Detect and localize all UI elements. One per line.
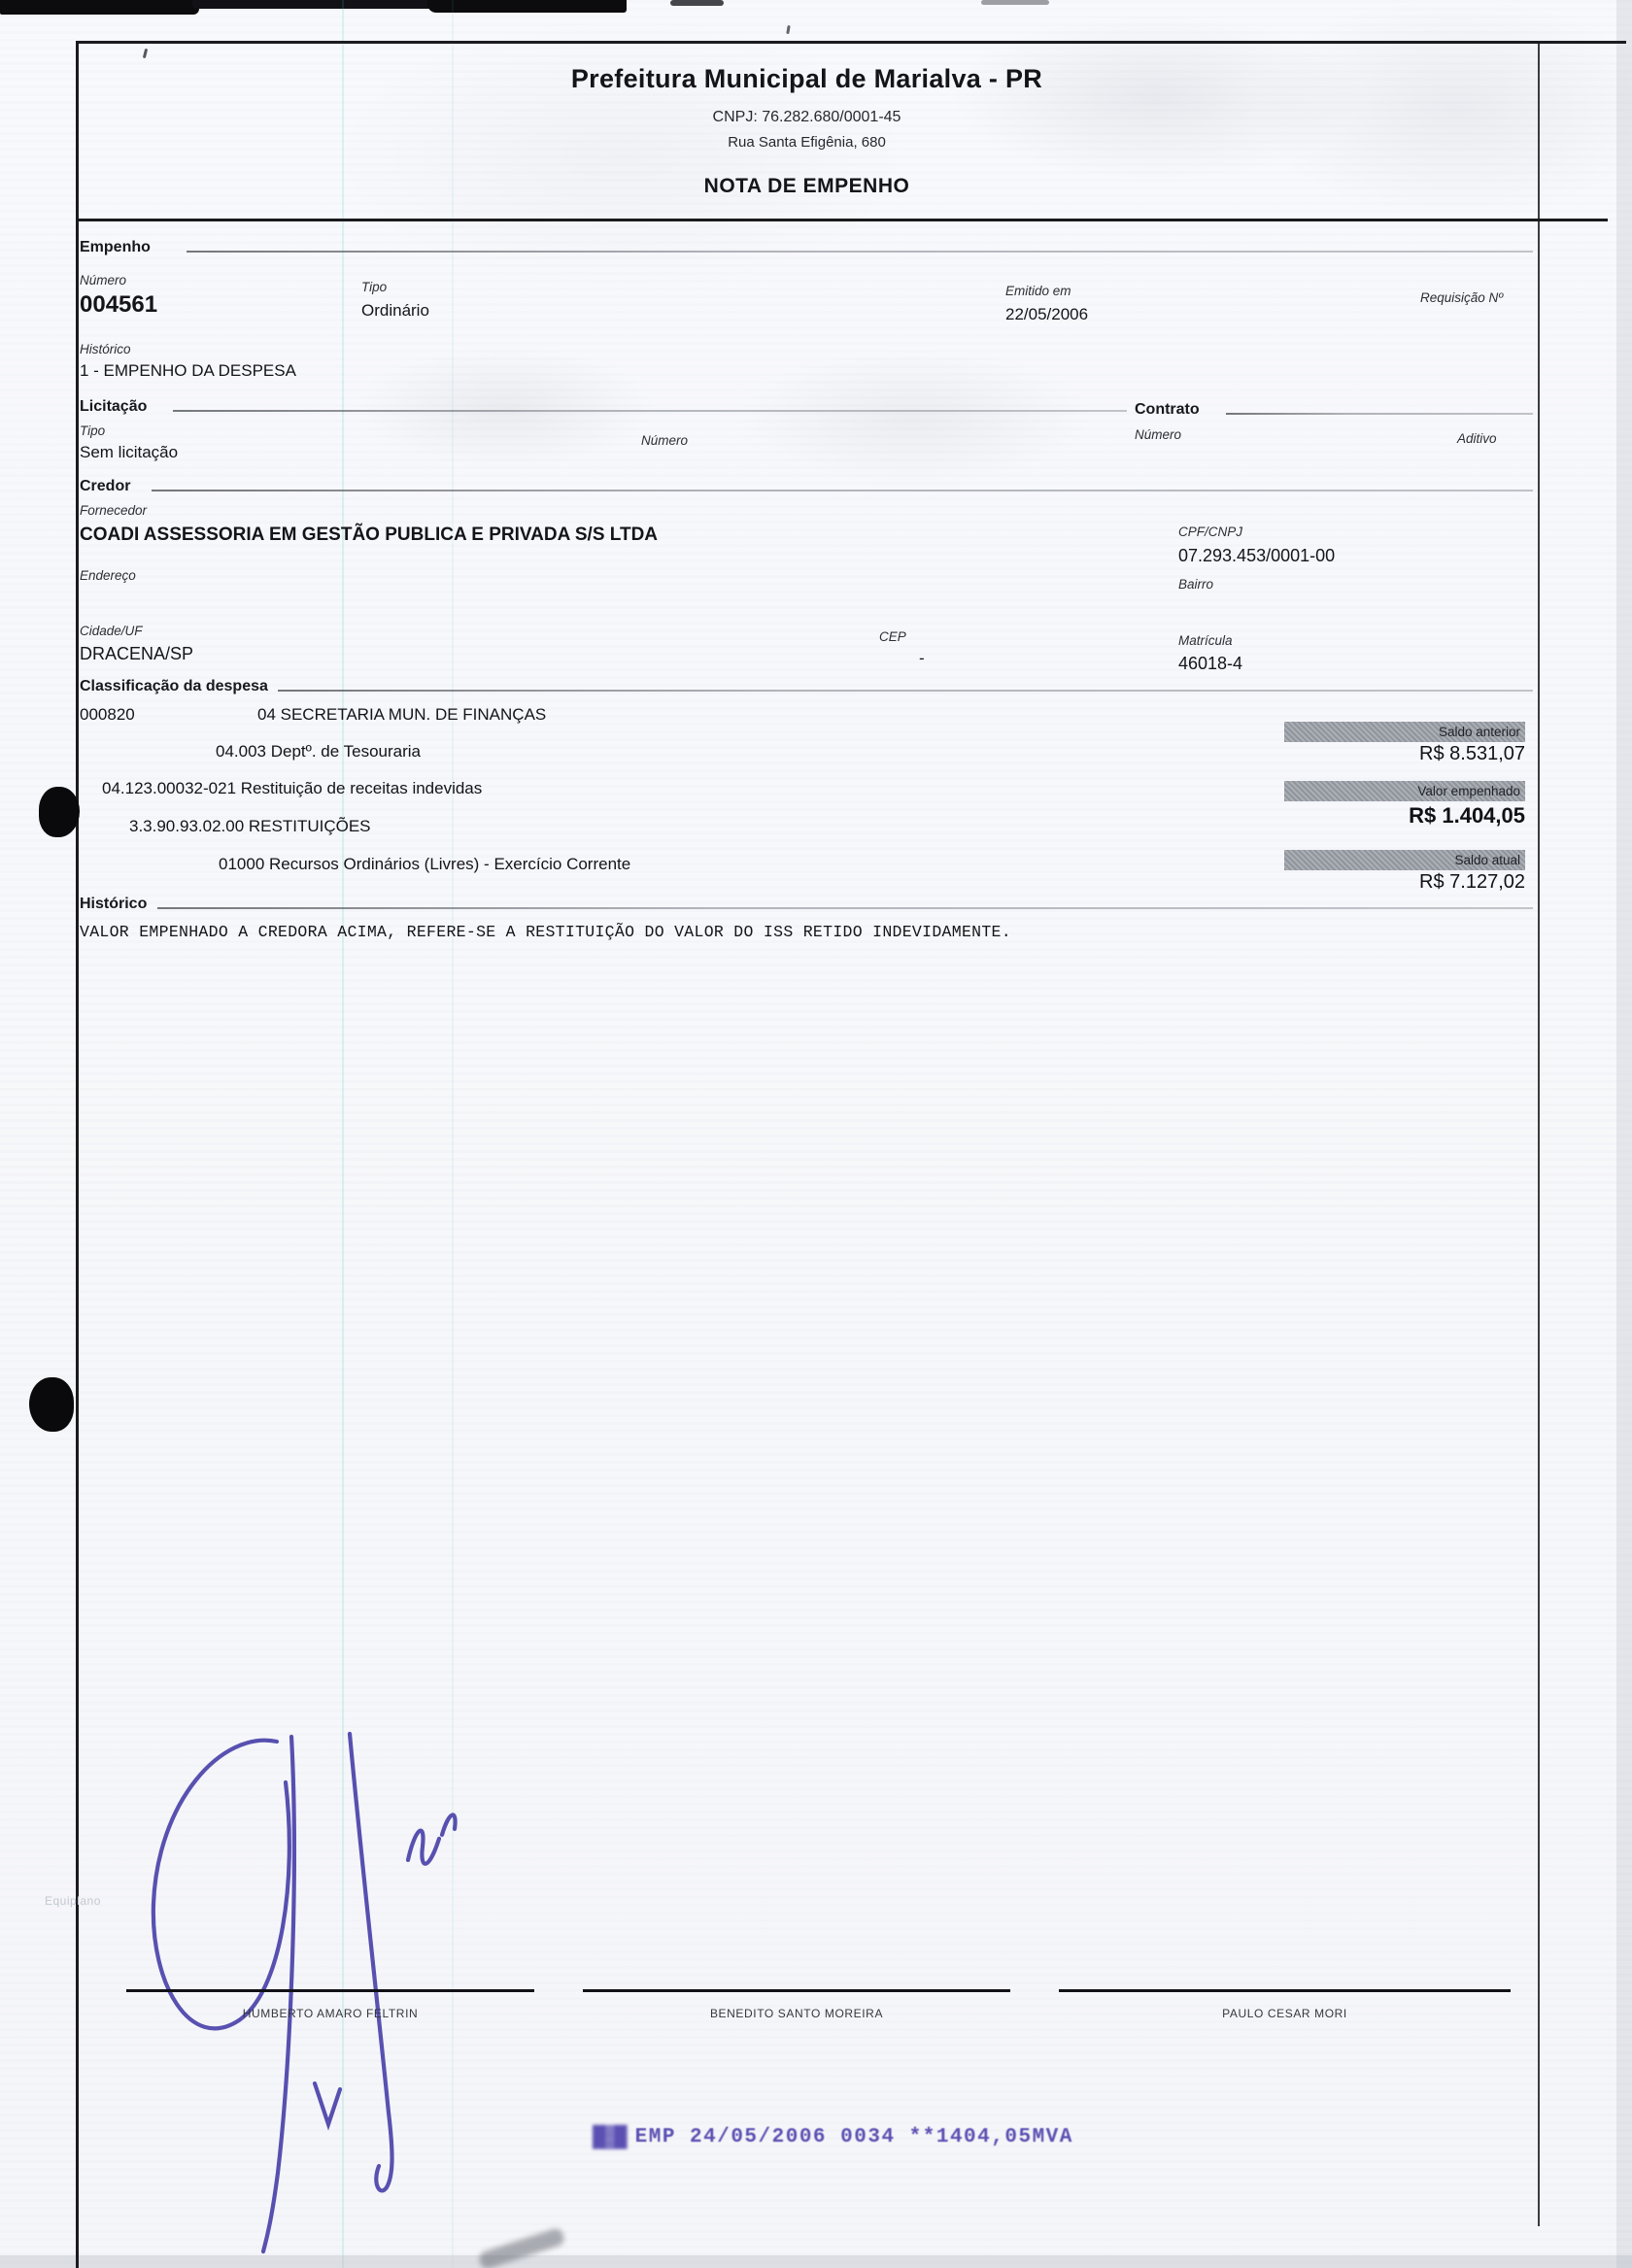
- field-label-tipo: Tipo: [361, 280, 388, 294]
- field-label-requisicao: Requisição Nº: [1420, 290, 1504, 305]
- stamp-smudge-icon: █▓█: [593, 2125, 626, 2150]
- paper-edge: [1616, 0, 1632, 2268]
- field-value-fornecedor: COADI ASSESSORIA EM GESTÃO PUBLICA E PRIVADA S/S LTDA: [80, 525, 659, 545]
- field-label-endereco: Endereço: [80, 568, 136, 583]
- field-value-matricula: 46018-4: [1178, 654, 1243, 673]
- field-value-cep: -: [919, 649, 925, 667]
- hole-punch: [39, 787, 80, 837]
- valor-empenhado-value: R$ 1.404,05: [1409, 803, 1525, 828]
- signature-name: HUMBERTO AMARO FELTRIN: [242, 2007, 419, 2020]
- section-rule: [152, 490, 1533, 491]
- classificacao-row: 04.003 Deptº. de Tesouraria: [216, 742, 421, 761]
- classificacao-row: 04 SECRETARIA MUN. DE FINANÇAS: [257, 705, 547, 724]
- org-cnpj: CNPJ: 76.282.680/0001-45: [712, 109, 901, 125]
- saldo-atual-label: Saldo atual: [1284, 850, 1525, 870]
- field-value-emitido-em: 22/05/2006: [1005, 305, 1089, 323]
- section-rule: [1226, 413, 1533, 415]
- section-label-credor: Credor: [80, 478, 131, 494]
- hole-punch: [29, 1377, 74, 1432]
- field-label-contrato-numero: Número: [1135, 427, 1182, 442]
- scan-artifact-top-strip: [0, 0, 199, 15]
- field-value-cidade-uf: DRACENA/SP: [80, 644, 194, 663]
- signature-line: [583, 1989, 1010, 1992]
- form-border-left: [76, 41, 79, 2268]
- section-rule: [187, 251, 1533, 253]
- classificacao-row-code: 000820: [80, 705, 135, 724]
- field-label-fornecedor: Fornecedor: [80, 503, 148, 518]
- org-address: Rua Santa Efigênia, 680: [728, 134, 886, 151]
- historico-text: VALOR EMPENHADO A CREDORA ACIMA, REFERE-SE A RESTITUIÇÃO DO VALOR DO ISS RETIDO INDEVIDAMENTE.: [80, 923, 1011, 941]
- field-value-licitacao-tipo: Sem licitação: [80, 443, 179, 461]
- scan-artifact-top-strip: [981, 0, 1049, 5]
- validation-stamp: [593, 2125, 1073, 2150]
- signature-name: PAULO CESAR MORI: [1222, 2007, 1347, 2020]
- signature-line: [126, 1989, 534, 1992]
- saldo-anterior-label: Saldo anterior: [1284, 722, 1525, 742]
- field-label-historico: Histórico: [80, 342, 131, 356]
- field-value-numero: 004561: [80, 291, 158, 318]
- section-label-empenho: Empenho: [80, 239, 151, 255]
- classificacao-row: 3.3.90.93.02.00 RESTITUIÇÕES: [129, 817, 371, 835]
- form-border-right: [1538, 41, 1540, 2226]
- field-label-aditivo: Aditivo: [1457, 431, 1497, 446]
- section-label-contrato: Contrato: [1135, 401, 1200, 418]
- field-value-historico: 1 - EMPENHO DA DESPESA: [80, 361, 296, 380]
- header-divider: [76, 219, 1608, 221]
- classificacao-row: 04.123.00032-021 Restituição de receitas indevidas: [102, 779, 483, 797]
- classificacao-row: 01000 Recursos Ordinários (Livres) - Exercício Corrente: [219, 855, 631, 873]
- scan-artifact-top-strip: [670, 0, 724, 6]
- saldo-anterior-value: R$ 8.531,07: [1419, 743, 1525, 764]
- field-label-emitido-em: Emitido em: [1005, 284, 1071, 298]
- section-label-licitacao: Licitação: [80, 398, 148, 415]
- section-rule: [278, 690, 1533, 692]
- scan-artifact-top-strip: [427, 0, 627, 13]
- section-rule: [157, 907, 1533, 909]
- scan-artifact-top-strip: [192, 0, 435, 9]
- form-border-top: [76, 41, 1626, 44]
- field-label-licitacao-numero: Número: [641, 433, 689, 448]
- field-label-bairro: Bairro: [1178, 577, 1214, 592]
- field-value-tipo: Ordinário: [361, 301, 429, 320]
- field-label-cidade-uf: Cidade/UF: [80, 624, 143, 638]
- section-rule: [173, 410, 1127, 412]
- saldo-atual-value: R$ 7.127,02: [1419, 871, 1525, 893]
- field-value-cpf-cnpj: 07.293.453/0001-00: [1178, 546, 1336, 565]
- section-label-classificacao: Classificação da despesa: [80, 678, 268, 694]
- field-label-cpf-cnpj: CPF/CNPJ: [1178, 525, 1243, 539]
- valor-empenhado-label: Valor empenhado: [1284, 781, 1525, 801]
- field-label-cep: CEP: [879, 629, 906, 644]
- section-label-historico: Histórico: [80, 896, 148, 912]
- signature-line: [1059, 1989, 1511, 1992]
- org-title: Prefeitura Municipal de Marialva - PR: [570, 64, 1043, 93]
- footer-brand: Equiplano: [45, 1894, 101, 1908]
- signature-name: BENEDITO SANTO MOREIRA: [709, 2007, 884, 2020]
- scan-speck: [143, 49, 148, 58]
- document-title: NOTA DE EMPENHO: [703, 175, 910, 197]
- scan-speck: [786, 25, 791, 34]
- field-label-licitacao-tipo: Tipo: [80, 423, 106, 438]
- handwritten-signature: [124, 1724, 479, 2266]
- stamp-text: EMP 24/05/2006 0034 **1404,05MVA: [634, 2126, 1073, 2149]
- field-label-numero: Número: [80, 273, 127, 288]
- field-label-matricula: Matrícula: [1178, 633, 1233, 648]
